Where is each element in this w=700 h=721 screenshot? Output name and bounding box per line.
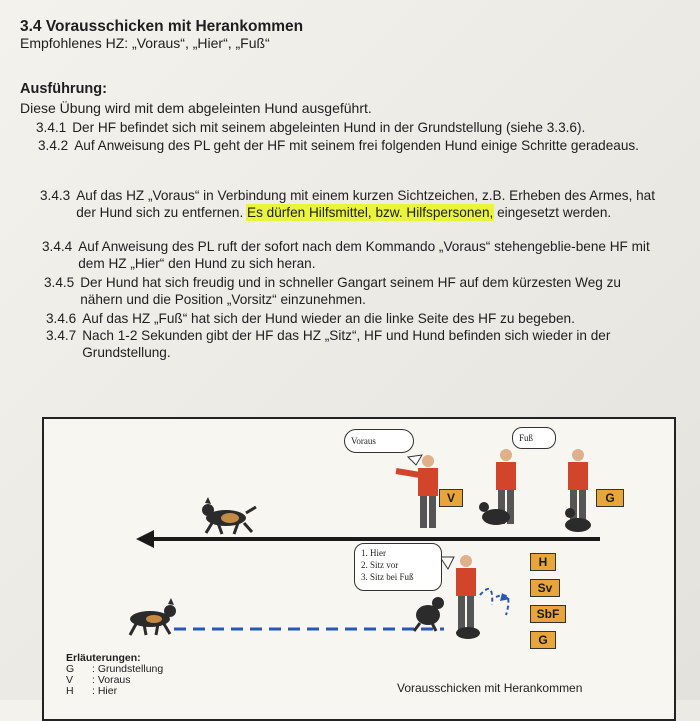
step-3-4-5 — [44, 274, 654, 308]
label-grundstellung-top: G — [596, 489, 624, 507]
dog-recall-icon — [414, 597, 444, 631]
step-text: Der HF befindet sich mit seinem abgeleinten Hund in der Grundstellung (siehe 3.3.6). — [72, 120, 586, 135]
legend-value: : Grundstellung — [92, 663, 164, 675]
sit-path — [480, 589, 492, 605]
speech-bubble-fuss: Fuß — [512, 427, 556, 449]
legend-value: : Hier — [92, 685, 118, 697]
step-text: Auf Anweisung des PL ruft der sofort nach dem Kommando „Voraus“ stehengeblie-bene HF mit dem HZ „Hier“ den Hund zu sich heran. — [78, 239, 650, 271]
command-line: 1. Hier — [361, 548, 386, 558]
legend-item — [66, 686, 163, 697]
arrow-head-icon — [136, 530, 154, 548]
step-number: 3.4.1 — [36, 120, 67, 135]
handler-pointing-icon — [396, 455, 438, 528]
step-3-4-6 — [46, 310, 666, 327]
intro-text: Diese Übung wird mit dem abgeleinten Hund ausgeführt. — [20, 100, 372, 116]
step-text: Auf das HZ „Fuß“ hat sich der Hund wieder an die linke Seite des HF zu begeben. — [82, 311, 575, 326]
command-line: 2. Sitz vor — [361, 560, 399, 570]
step-text — [76, 187, 660, 221]
speech-bubble-commands — [354, 543, 442, 591]
legend-key: V — [66, 674, 74, 686]
step-number: 3.4.4 — [42, 239, 73, 254]
step-number: 3.4.5 — [44, 275, 75, 290]
dog-waiting-icon — [130, 598, 176, 635]
label-sitz-vor: Sv — [530, 579, 560, 597]
step-3-4-3 — [40, 187, 660, 221]
handler-grundstellung-icon — [565, 449, 591, 532]
highlighted-text: Es dürfen Hilfsmittel, bzw. Hilfspersonen, — [247, 205, 494, 220]
section-title: 3.4 Vorausschicken mit Herankommen — [20, 18, 304, 35]
step-number: 3.4.2 — [38, 138, 69, 153]
command-line: 3. Sitz bei Fuß — [361, 572, 414, 582]
diagram-caption: Vorausschicken mit Herankommen — [397, 681, 583, 695]
execution-heading: Ausführung: — [20, 81, 107, 97]
step-number: 3.4.7 — [46, 328, 77, 343]
label-sitz-bei-fuss: SbF — [530, 605, 566, 623]
speech-bubble-voraus: Voraus — [344, 429, 414, 453]
step-3-4-2 — [38, 137, 648, 154]
handler-with-dog-icon — [479, 449, 516, 525]
recommended-commands: Empfohlenes HZ: „Voraus“, „Hier“, „Fuß“ — [20, 35, 270, 51]
legend-key: G — [66, 663, 75, 675]
step-number: 3.4.3 — [40, 188, 71, 203]
step-text: Der Hund hat sich freudig und in schneller Gangart seinem HF auf dem kürzesten Weg zu nähern und die Position „Vorsitz“ einzunehmen. — [80, 275, 621, 307]
label-hier: H — [530, 553, 556, 571]
legend-title: Erläuterungen: — [66, 652, 141, 664]
step-text: Auf Anweisung des PL geht der HF mit seinem frei folgenden Hund einige Schritte geradeaus. — [74, 138, 639, 153]
step-text-part: Auf das HZ „Voraus“ in Verbindung mit einem kurzen Sichtzeichen, z.B. Erheben des Armes, hat der Hund sich zu entfernen. — [76, 188, 656, 220]
bubble-tail — [408, 455, 422, 465]
step-3-4-1 — [36, 119, 676, 136]
legend-value: : Voraus — [92, 674, 131, 686]
legend-key: H — [66, 685, 74, 697]
label-voraus: V — [439, 489, 463, 507]
handler-recall-icon — [456, 555, 480, 639]
step-3-4-4 — [42, 238, 656, 272]
step-number: 3.4.6 — [46, 311, 77, 326]
step-3-4-7 — [46, 327, 666, 361]
step-text: Nach 1-2 Sekunden gibt der HF das HZ „Sitz“, HF und Hund befinden sich wieder in der Grundstellung. — [82, 328, 611, 360]
legend — [66, 653, 163, 697]
dog-running-icon — [202, 497, 256, 534]
bubble-tail — [440, 557, 454, 569]
step-text-part: eingesetzt werden. — [493, 205, 612, 220]
label-grundstellung-bottom: G — [530, 631, 556, 649]
